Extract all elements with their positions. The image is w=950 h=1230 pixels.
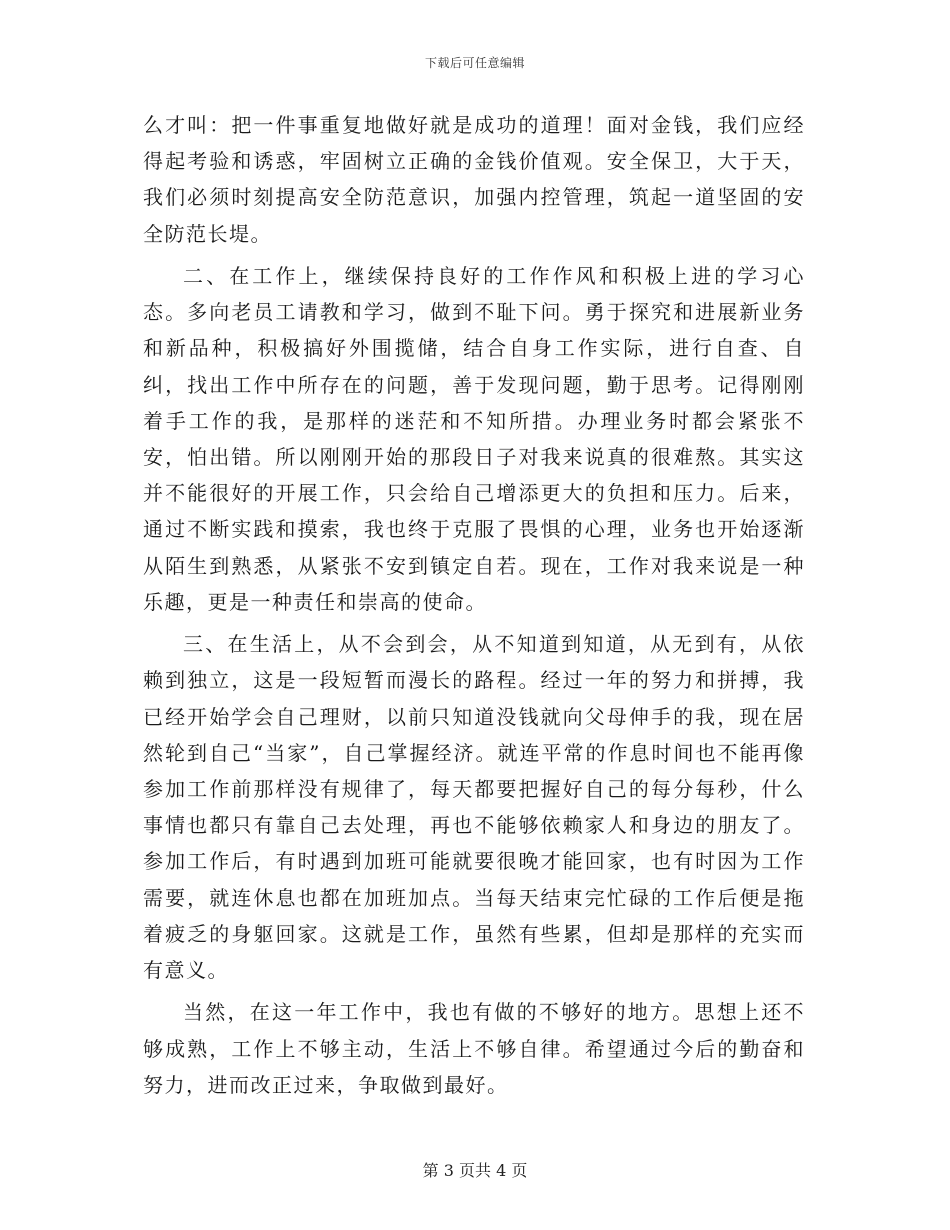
paragraph-work: 二、在工作上，继续保持良好的工作作风和积极上进的学习心态。多向老员工请教和学习，做到不耻下问。勇于探究和进展新业务和新品种，积极搞好外围揽储，结合自身工作实际，进行自查、自纠，找出工作中所存在的问题，善于发现问题，勤于思考。记得刚刚着手工作的我，是那样的迷茫和不知所措。办理业务时都会紧张不安，怕出错。所以刚刚开始的那段日子对我来说真的很难熬。其实这并不能很好的开展工作，只会给自己增添更大的负担和压力。后来，通过不断实践和摸索，我也终于克服了畏惧的心理，业务也开始逐渐从陌生到熟悉，从紧张不安到镇定自若。现在，工作对我来说是一种乐趣，更是一种责任和崇高的使命。 [143,264,805,614]
paragraph-life: 三、在生活上，从不会到会，从不知道到知道，从无到有，从依赖到独立，这是一段短暂而漫长的路程。经过一年的努力和拼搏，我已经开始学会自己理财，以前只知道没钱就向父母伸手的我，现在居然轮到自己“当家”，自己掌握经济。就连平常的作息时间也不能再像参加工作前那样没有规律了，每天都要把握好自己的每分每秒，什么事情也都只有靠自己去处理，再也不能够依赖家人和身边的朋友了。参加工作后，有时遇到加班可能就要很晚才能回家，也有时因为工作需要，就连休息也都在加班加点。当每天结束完忙碌的工作后便是拖着疲乏的身躯回家。这就是工作，虽然有些累，但却是那样的充实而有意义。 [143,632,805,983]
document-body [143,107,805,1109]
paragraph-shortcomings: 当然，在这一年工作中，我也有做的不够好的地方。思想上还不够成熟，工作上不够主动，生活上不够自律。希望通过今后的勤奋和努力，进而改正过来，争取做到最好。 [143,1000,805,1097]
paragraph-continuation: 么才叫：把一件事重复地做好就是成功的道理！面对金钱，我们应经得起考验和诱惑，牢固树立正确的金钱价值观。安全保卫，大于天，我们必须时刻提高安全防范意识，加强内控管理，筑起一道坚固的安全防范长堤。 [143,113,805,246]
page-header: 下载后可任意编辑 [424,56,525,70]
page-number: 第 3 页共 4 页 [422,1161,528,1180]
